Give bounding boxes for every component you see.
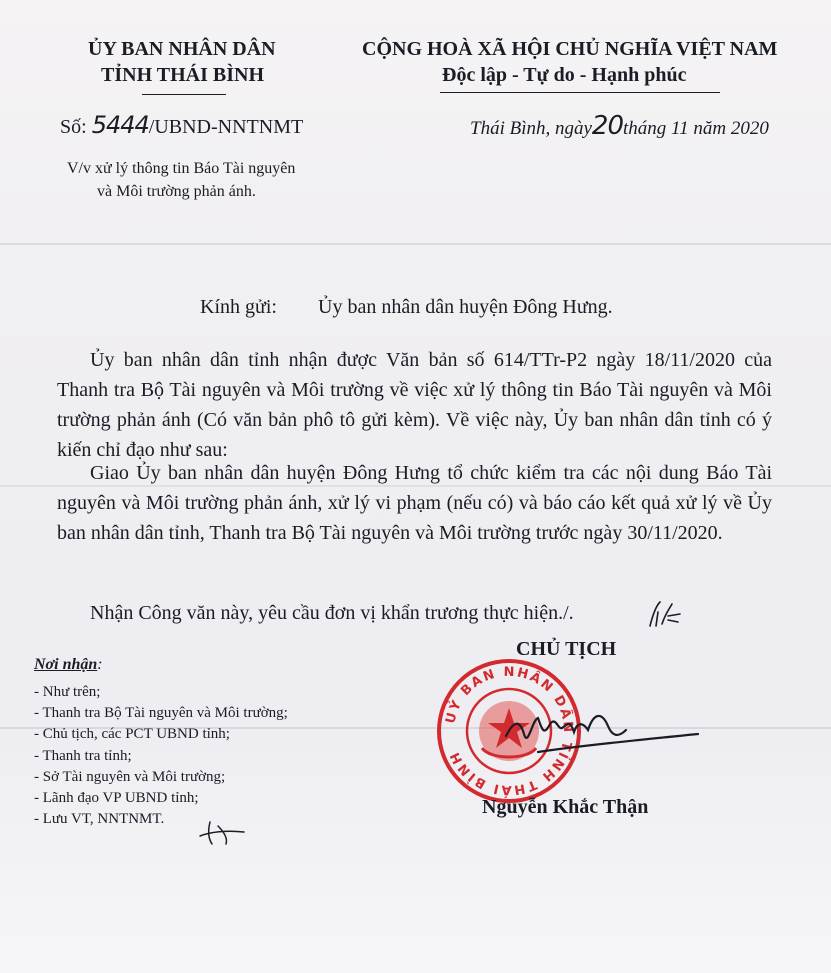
distribution-item: - Thanh tra Bộ Tài nguyên và Môi trường;	[34, 705, 288, 721]
org-name-line2: TỈNH THÁI BÌNH	[101, 64, 265, 86]
paper-fold-line	[0, 243, 831, 245]
recipient-name: Ủy ban nhân dân huyện Đông Hưng.	[318, 296, 613, 318]
body-paragraph-3: Nhận Công văn này, yêu cầu đơn vị khẩn trương thực hiện./.	[90, 602, 574, 624]
signer-title: CHỦ TỊCH	[516, 638, 617, 660]
distribution-item: - Như trên;	[34, 684, 101, 700]
subject-line1: V/v xử lý thông tin Báo Tài nguyên	[67, 160, 296, 177]
date-prefix: Thái Bình, ngày	[470, 118, 592, 139]
recipient-label: Kính gửi:	[200, 296, 277, 318]
motto-underline	[440, 92, 720, 93]
nation-title: CỘNG HOÀ XÃ HỘI CHỦ NGHĨA VIỆT NAM	[362, 38, 778, 60]
initials-mark	[196, 818, 248, 846]
distribution-label: Nơi nhận:	[34, 656, 103, 673]
document-number-handwritten: 5444	[91, 111, 149, 139]
distribution-item: - Sở Tài nguyên và Môi trường;	[34, 769, 226, 785]
body-paragraph-2: Giao Ủy ban nhân dân huyện Đông Hưng tổ chức kiểm tra các nội dung Báo Tài nguyên và Môi trường phản ánh, xử lý vi phạm (nếu có) và báo cáo kết quả xử lý về Ủy ban nhân dân tỉnh, Thanh tra Bộ Tài nguyên và Môi trường trước ngày 30/11/2020.	[57, 462, 772, 544]
distribution-item: - Lưu VT, NNTNMT.	[34, 811, 165, 827]
date-day-handwritten: 20	[591, 111, 624, 141]
distribution-item: - Thanh tra tỉnh;	[34, 748, 132, 764]
document-number-prefix: Số:	[60, 116, 87, 138]
document-date	[470, 111, 769, 141]
org-underline	[142, 94, 226, 95]
svg-text:UỶ BAN NHÂN DÂN TỈNH THÁI BÌNH: UỶ BAN NHÂN DÂN TỈNH THÁI BÌNH	[443, 664, 576, 798]
initials-mark	[644, 598, 684, 632]
document-number	[60, 111, 303, 139]
signer-name: Nguyễn Khắc Thận	[482, 796, 649, 818]
distribution-item: - Lãnh đạo VP UBND tỉnh;	[34, 790, 199, 806]
document-number-suffix: /UBND-NNTNMT	[148, 116, 304, 138]
body-paragraph-1: Ủy ban nhân dân tỉnh nhận được Văn bản số 614/TTr-P2 ngày 18/11/2020 của Thanh tra Bộ Tài nguyên và Môi trường về việc xử lý thông tin Báo Tài nguyên và Môi trường phản ánh (Có văn bản phô tô gửi kèm). Về việc này, Ủy ban nhân dân tỉnh có ý kiến chỉ đạo như sau:	[57, 349, 772, 461]
date-suffix: tháng 11 năm 2020	[623, 118, 769, 139]
subject-line2: và Môi trường phản ánh.	[97, 183, 256, 200]
org-name-line1: ỦY BAN NHÂN DÂN	[88, 38, 276, 60]
nation-motto: Độc lập - Tự do - Hạnh phúc	[442, 64, 687, 86]
handwritten-signature	[498, 690, 708, 780]
distribution-item: - Chủ tịch, các PCT UBND tỉnh;	[34, 726, 230, 742]
